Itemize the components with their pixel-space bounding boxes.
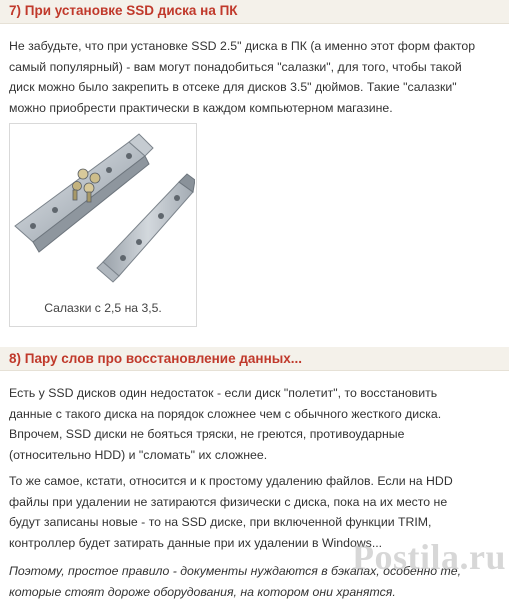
- section-7-paragraph: [9, 36, 501, 118]
- right-bracket-plate: [103, 182, 193, 276]
- section-7-heading-bar: [0, 0, 509, 24]
- text-line: Впрочем, SSD диски не бояться тряски, не греются, противоударные: [9, 427, 405, 441]
- text-line: контроллер будет затирать данные при их удалении в Windows...: [9, 535, 383, 550]
- text-line: можно приобрести практически в каждом компьютерном магазине.: [9, 100, 393, 115]
- text-line: Не забудьте, что при установке SSD 2.5" диска в ПК (а именно этот форм фактор: [9, 39, 476, 53]
- section-7-heading: 7) При установке SSD диска на ПК: [9, 3, 238, 18]
- text-line: данные с такого диска на порядок сложнее чем с обычного жесткого диска.: [9, 406, 442, 421]
- text-line: файлы при удалении не затираются физически с диска, пока на их место не: [9, 494, 448, 509]
- text-line: То же самое, кстати, относится и к простому удалению файлов. Если на HDD: [9, 474, 453, 488]
- bracket-figure: [9, 123, 197, 327]
- section-8-heading: 8) Пару слов про восстановление данных...: [9, 351, 303, 366]
- figure-caption: Салазки с 2,5 на 3,5.: [44, 301, 162, 315]
- text-line: Есть у SSD дисков один недостаток - если диск "полетит", то восстановить: [9, 386, 438, 400]
- watermark-logo: Postila.ru: [352, 537, 506, 577]
- text-line: самый популярный) - вам могут понадобиться "салазки", для того, чтобы такой: [9, 59, 462, 74]
- text-line: будут записаны новые - то на SSD диске, при включенной функции TRIM,: [9, 515, 432, 529]
- section-8-paragraph-1: [9, 383, 501, 465]
- text-line: Поэтому, простое правило - документы нуждаются в бэкапах, особенно те,: [9, 564, 461, 578]
- text-line: (относительно HDD) и "сломать" их сложнее.: [9, 447, 268, 462]
- section-8-heading-bar: [0, 347, 509, 371]
- text-line: диск можно было закрепить в отсеке для дисков 3.5" дюймов. Такие "салазки": [9, 80, 457, 94]
- ssd-mounting-brackets-image: [11, 130, 195, 295]
- text-line: которые стоят дороже оборудования, на котором они хранятся.: [9, 584, 396, 599]
